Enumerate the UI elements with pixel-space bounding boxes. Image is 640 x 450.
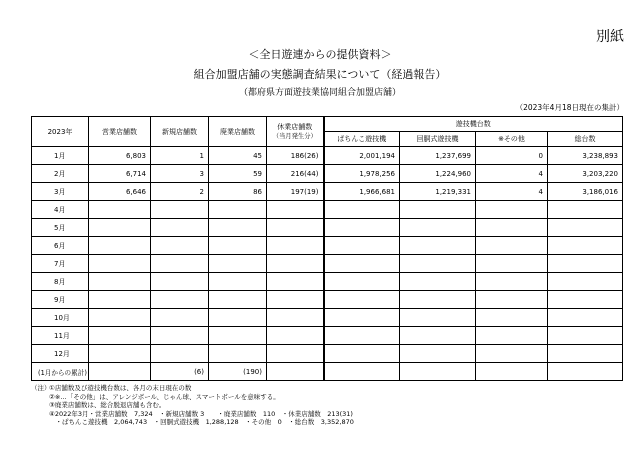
table-row	[32, 291, 623, 309]
new-cell	[151, 291, 209, 309]
header-suspended-label: 休業店舗数	[277, 122, 313, 131]
slot-cell	[400, 345, 476, 363]
slot-cell: 1,219,331	[400, 183, 476, 201]
table-row	[32, 237, 623, 255]
table-row	[32, 345, 623, 363]
total-cell	[548, 201, 623, 219]
suspended-cell	[267, 345, 324, 363]
month-cell: 6月	[32, 237, 89, 255]
pachinko-cell	[324, 327, 400, 345]
annex-label: 別紙	[596, 29, 624, 45]
closed-cell: 45	[209, 147, 267, 165]
slot-cell	[400, 201, 476, 219]
pachinko-cell	[324, 273, 400, 291]
other-cell	[476, 273, 548, 291]
suspended-cell	[267, 291, 324, 309]
total-cell	[548, 255, 623, 273]
other-cell: 4	[476, 165, 548, 183]
cumulative-row	[32, 363, 623, 381]
month-cell: 11月	[32, 327, 89, 345]
closed-cell	[209, 255, 267, 273]
other-cell: 0	[476, 147, 548, 165]
pachinko-cell: 2,001,194	[324, 147, 400, 165]
cumulative-other	[476, 363, 548, 381]
operating-cell	[89, 309, 151, 327]
closed-cell: 86	[209, 183, 267, 201]
month-cell: 3月	[32, 183, 89, 201]
closed-cell	[209, 273, 267, 291]
new-cell: 2	[151, 183, 209, 201]
source-heading: ＜全日遊連からの提供資料＞	[248, 48, 392, 61]
new-cell	[151, 219, 209, 237]
other-cell	[476, 201, 548, 219]
slot-cell	[400, 237, 476, 255]
table-row	[32, 201, 623, 219]
pachinko-cell	[324, 255, 400, 273]
header-pachinko: ぱちんこ遊技機	[324, 132, 400, 147]
operating-cell	[89, 345, 151, 363]
total-cell	[548, 345, 623, 363]
month-cell: 10月	[32, 309, 89, 327]
operating-cell	[89, 201, 151, 219]
suspended-cell	[267, 237, 324, 255]
month-cell: 8月	[32, 273, 89, 291]
pachinko-cell	[324, 201, 400, 219]
cumulative-new: (6)	[151, 363, 209, 381]
total-cell: 3,203,220	[548, 165, 623, 183]
total-cell	[548, 327, 623, 345]
cumulative-total	[548, 363, 623, 381]
operating-cell	[89, 273, 151, 291]
total-cell	[548, 237, 623, 255]
other-cell	[476, 255, 548, 273]
footnotes	[31, 384, 354, 427]
closed-cell	[209, 237, 267, 255]
page-title: 組合加盟店舗の実態調査結果について（経過報告）	[193, 68, 447, 81]
operating-cell: 6,714	[89, 165, 151, 183]
other-cell	[476, 309, 548, 327]
table-row	[32, 219, 623, 237]
pachinko-cell: 1,966,681	[324, 183, 400, 201]
header-other: ※その他	[476, 132, 548, 147]
suspended-cell	[267, 255, 324, 273]
pachinko-cell	[324, 291, 400, 309]
month-cell: 1月	[32, 147, 89, 165]
slot-cell	[400, 255, 476, 273]
slot-cell	[400, 309, 476, 327]
suspended-cell: 216(44)	[267, 165, 324, 183]
slot-cell	[400, 327, 476, 345]
operating-cell	[89, 255, 151, 273]
suspended-cell	[267, 273, 324, 291]
footnote-line: ③廃業店舗数は、総合脱退店舗も含む。	[49, 401, 166, 409]
suspended-cell	[267, 327, 324, 345]
operating-cell: 6,646	[89, 183, 151, 201]
cumulative-pachinko	[324, 363, 400, 381]
closed-cell	[209, 291, 267, 309]
cumulative-operating	[89, 363, 151, 381]
new-cell	[151, 237, 209, 255]
header-closed: 廃業店舗数	[209, 117, 267, 147]
other-cell: 4	[476, 183, 548, 201]
cumulative-closed: (190)	[209, 363, 267, 381]
header-machines: 遊技機台数	[324, 117, 623, 132]
operating-cell	[89, 291, 151, 309]
table-row	[32, 255, 623, 273]
total-cell: 3,186,016	[548, 183, 623, 201]
header-total: 総台数	[548, 132, 623, 147]
other-cell	[476, 345, 548, 363]
header-suspended	[267, 117, 324, 147]
other-cell	[476, 219, 548, 237]
other-cell	[476, 291, 548, 309]
pachinko-cell	[324, 219, 400, 237]
other-cell	[476, 237, 548, 255]
header-slot: 回胴式遊技機	[400, 132, 476, 147]
closed-cell: 59	[209, 165, 267, 183]
table-row	[32, 309, 623, 327]
slot-cell	[400, 291, 476, 309]
month-cell: 4月	[32, 201, 89, 219]
new-cell	[151, 345, 209, 363]
header-operating: 営業店舗数	[89, 117, 151, 147]
total-cell: 3,238,893	[548, 147, 623, 165]
total-cell	[548, 273, 623, 291]
pachinko-cell	[324, 345, 400, 363]
new-cell: 3	[151, 165, 209, 183]
table-body	[32, 147, 623, 381]
new-cell	[151, 255, 209, 273]
new-cell: 1	[151, 147, 209, 165]
suspended-cell	[267, 309, 324, 327]
closed-cell	[209, 327, 267, 345]
footnote-line: ②※…「その他」は、アレンジボール、じゃん球、スマートボールを意味する。	[49, 392, 280, 401]
total-cell	[548, 219, 623, 237]
other-cell	[476, 327, 548, 345]
pachinko-cell: 1,978,256	[324, 165, 400, 183]
slot-cell: 1,224,960	[400, 165, 476, 183]
as-of-date: （2023年4月18日現在の集計）	[515, 103, 624, 112]
month-cell: 7月	[32, 255, 89, 273]
survey-table	[31, 116, 623, 381]
footnote-line: ・ぱちんこ遊技機 2,064,743 ・回胴式遊技機 1,288,128 ・その他 0 ・総台数 3,352,870	[49, 418, 354, 426]
slot-cell	[400, 219, 476, 237]
suspended-cell: 197(19)	[267, 183, 324, 201]
table-row	[32, 147, 623, 165]
suspended-cell	[267, 219, 324, 237]
slot-cell	[400, 273, 476, 291]
page-subtitle: （都府県方面遊技業協同組合加盟店舗）	[238, 88, 401, 98]
month-cell: 2月	[32, 165, 89, 183]
closed-cell	[209, 309, 267, 327]
suspended-cell	[267, 201, 324, 219]
new-cell	[151, 309, 209, 327]
table-row	[32, 327, 623, 345]
operating-cell	[89, 219, 151, 237]
new-cell	[151, 327, 209, 345]
footnote-mark: （注）	[31, 384, 51, 392]
month-cell: 5月	[32, 219, 89, 237]
cumulative-slot	[400, 363, 476, 381]
total-cell	[548, 309, 623, 327]
header-year: 2023年	[32, 117, 89, 147]
footnote-line: ④2022年3月・営業店舗数 7,324 ・新規店舗数 3 ・廃業店舗数 110 ・休業店舗数 213(31)	[49, 409, 353, 418]
pachinko-cell	[324, 309, 400, 327]
total-cell	[548, 291, 623, 309]
new-cell	[151, 273, 209, 291]
closed-cell	[209, 219, 267, 237]
header-new: 新規店舗数	[151, 117, 209, 147]
closed-cell	[209, 345, 267, 363]
new-cell	[151, 201, 209, 219]
cumulative-suspended	[267, 363, 324, 381]
closed-cell	[209, 201, 267, 219]
month-cell: 12月	[32, 345, 89, 363]
month-cell: 9月	[32, 291, 89, 309]
suspended-cell: 186(26)	[267, 147, 324, 165]
pachinko-cell	[324, 237, 400, 255]
table-row	[32, 183, 623, 201]
operating-cell	[89, 237, 151, 255]
operating-cell: 6,803	[89, 147, 151, 165]
footnote-line: ①店舗数及び遊技機台数は、各月の末日現在の数	[49, 384, 192, 392]
table-row	[32, 273, 623, 291]
cumulative-label: (1月からの累計)	[32, 363, 89, 381]
header-suspended-sub: （当月発生分）	[272, 132, 317, 140]
table-row	[32, 165, 623, 183]
operating-cell	[89, 327, 151, 345]
slot-cell: 1,237,699	[400, 147, 476, 165]
